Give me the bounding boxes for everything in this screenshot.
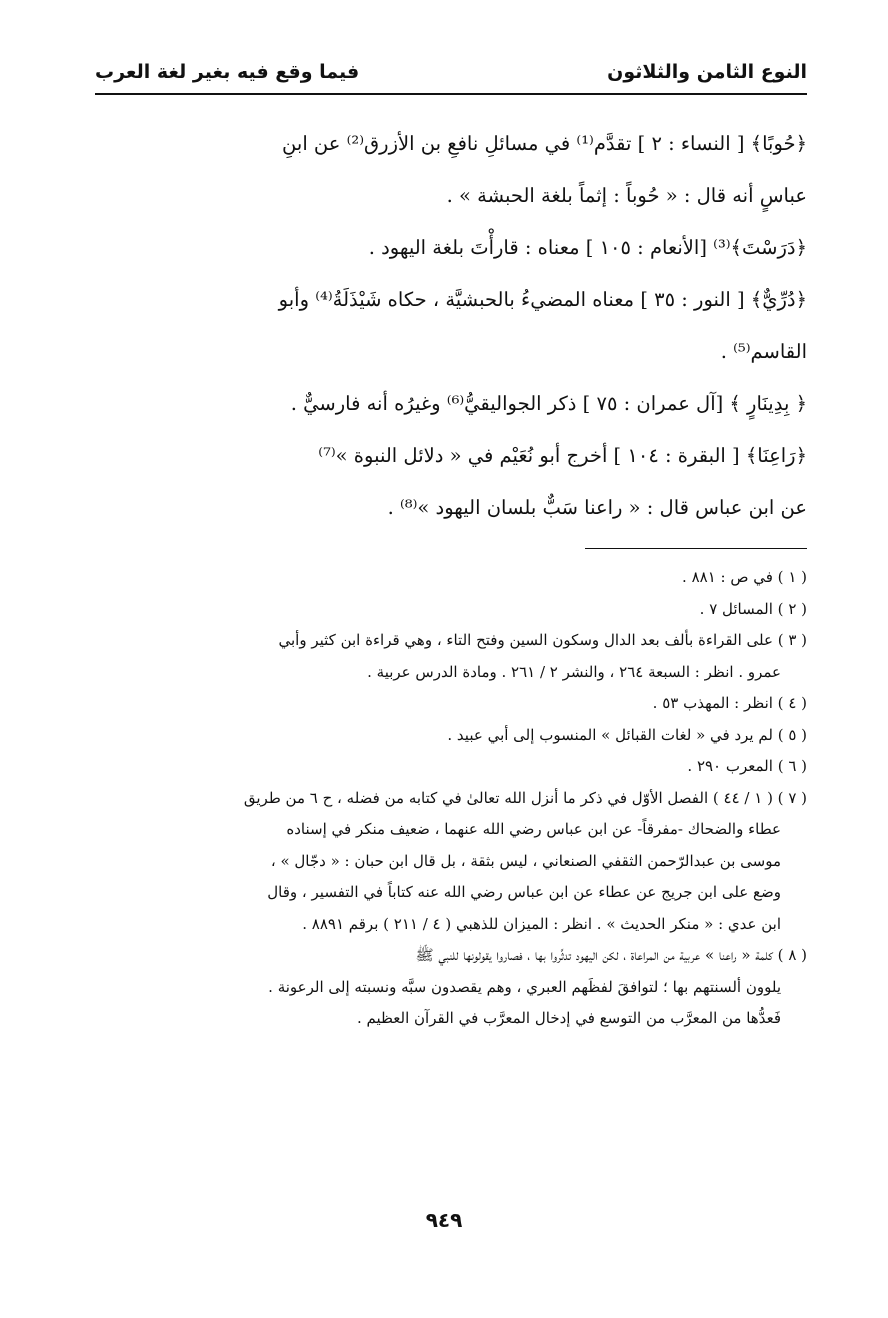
footnote-line: موسى بن عبدالرّحمن الثقفي الصنعاني ، ليس بثقة ، بل قال ابن حبان : « دجّال » ، [270,851,781,870]
footnote-line: ( ٢ ) المسائل ٧ . [699,599,807,618]
footnote-line: ( ٧ ) ( ١ / ٤٤ ) الفصل الأوّل في ذكر ما أنزل الله تعالىٰ في كتابه من فضله ، ح ٦ من طريق [243,788,807,807]
footnote-line: ( ٦ ) المعرب ٢٩٠ . [687,757,807,775]
footnote-line: ( ١ ) في ص : ٨٨١ . [682,568,807,586]
footnote-line: فَعدُّها من المعرَّب من التوسع في إدخال المعرَّب في القرآن العظيم . [356,1009,781,1027]
footnote-line: وضع على ابن جريج عن عطاء عن ابن عباس رضي الله عنه كتاباً في التفسير ، وقال [267,883,781,901]
text-line: ﴿ بِدِينَارٍ ﴾ [آل عمران : ٧٥ ] ذكر الجواليقيُّ⁽⁶⁾ وغيرُه أنه فارسيٌّ . [290,392,807,415]
text-line: ﴿حُوبًا﴾ [ النساء : ٢ ] تقدَّم⁽¹⁾ في مسائلِ نافعِ بن الأزرق⁽²⁾ عن ابنِ [282,132,807,155]
running-header [95,54,807,90]
section-title: فيما وقع فيه بغير لغة العرب [95,61,360,83]
footnote-line: عطاء والضحاك -مفرقاً- عن ابن عباس رضي الله عنهما ، ضعيف منكر في إسناده [286,820,781,838]
page-number: ٩٤٩ [425,1208,463,1232]
text-line: ﴿رَاعِنَا﴾ [ البقرة : ١٠٤ ] أخرج أبو نُعَيْم في « دلائل النبوة »⁽⁷⁾ [318,444,807,467]
footnote-line: ( ٨ ) كلمة « راعنا » عربية من المراعاة ، لكن اليهود تدثَّروا بها ، فصاروا يقولونها للنبي ﷺ [415,946,807,964]
footnotes [95,562,807,1035]
footnote-line: ( ٣ ) على القراءة بألف بعد الدال وسكون السين وفتح التاء ، وهي قراءة ابن كثير وأبي [278,631,807,649]
footnote-line: ( ٤ ) انظر : المهذب ٥٣ . [652,694,807,712]
footnote-divider [585,548,807,549]
chapter-title: النوع الثامن والثلاثون [607,61,807,83]
footnote-line: عمرو . انظر : السبعة ٢٦٤ ، والنشر ٢ / ٢٦١ . ومادة الدرس عربية . [367,662,781,681]
text-line: ﴿دَرَسْتَ﴾⁽³⁾ [الأنعام : ١٠٥ ] معناه : قارأْتَ بلغة اليهود . [368,236,807,259]
text-line: القاسم⁽⁵⁾ . [720,340,807,363]
footnote-line: ( ٥ ) لم يرد في « لغات القبائل » المنسوب إلى أبي عبيد . [447,725,807,744]
footnote-line: يلوون ألسنتهم بها ؛ لتوافقَ لفظَهم العبري ، وهم يقصدون سبَّه ونسبته إلى الرعونة . [268,977,781,996]
footnote-line: ابن عدي : « منكر الحديث » . انظر : الميزان للذهبي ( ٤ / ٢١١ ) برقم ٨٨٩١ . [302,914,781,933]
text-line: عن ابن عباس قال : « راعنا سَبٌّ بلسان اليهود »⁽⁸⁾ . [387,496,807,519]
text-line: ﴿دُرِّيٌّ﴾ [ النور : ٣٥ ] معناه المضيءُ بالحبشيَّة ، حكاه شَيْذَلَةُ⁽⁴⁾ وأبو [278,288,807,311]
text-line: عباسٍ أنه قال : « حُوباً : إثماً بلغة الحبشة » . [446,184,807,207]
header-divider [95,93,807,95]
main-text [95,118,807,534]
